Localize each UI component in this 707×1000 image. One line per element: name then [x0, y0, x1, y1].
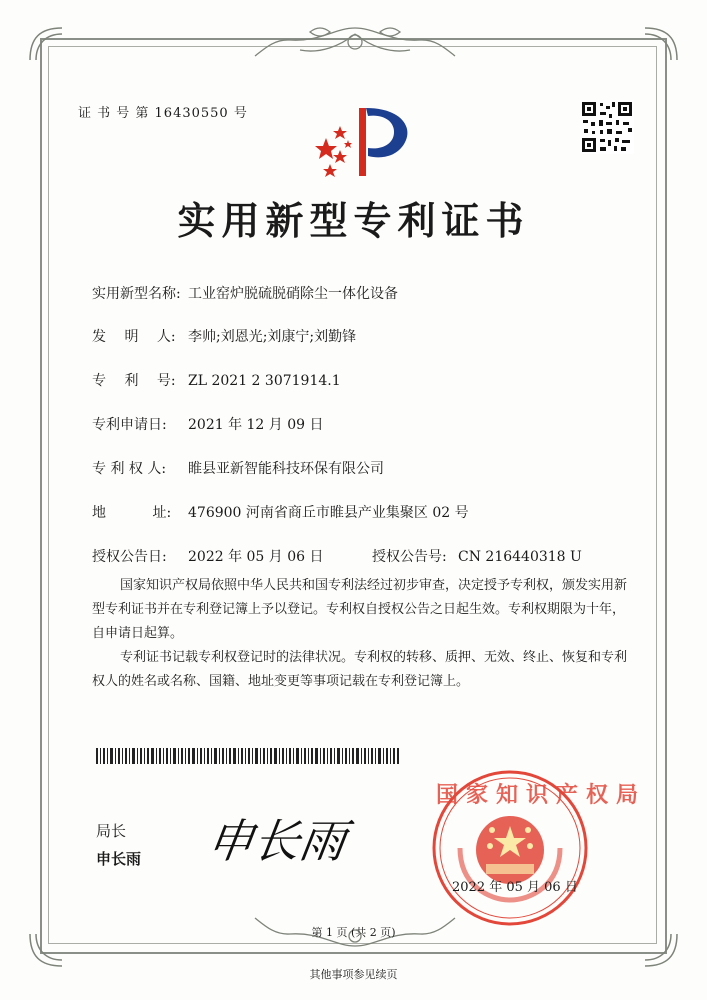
- director-title: 局长: [96, 822, 127, 840]
- field-patent-number: [92, 370, 341, 390]
- qr-code-icon: [580, 100, 634, 154]
- field-value: ZL 2021 2 3071914.1: [188, 373, 341, 389]
- corner-ornament-icon: [26, 24, 66, 64]
- handwritten-signature: 申长雨: [203, 814, 350, 868]
- footer-note: 其他事项参见续页: [309, 968, 398, 981]
- certificate-number: 证 书 号 第 16430550 号: [78, 106, 248, 121]
- field-label: 授权公告日:: [92, 549, 167, 565]
- field-inventors: [92, 326, 356, 346]
- director-name: 申长雨: [96, 850, 142, 868]
- field-label: 专 利 权 人:: [92, 461, 167, 477]
- field-address: [92, 502, 469, 522]
- field-patentee: [92, 458, 384, 478]
- field-label: 专利申请日:: [92, 417, 167, 433]
- field-label: 实用新型名称:: [92, 286, 181, 302]
- legal-paragraph: 国家知识产权局依照中华人民共和国专利法经过初步审查，决定授予专利权，颁发实用新型专利证书并在专利登记簿上予以登记。专利权自授权公告之日起生效。专利权期限为十年，自申请日起算。: [92, 578, 628, 641]
- field-label: 专 利 号:: [92, 373, 176, 389]
- seal-text: 国家知识产权局: [436, 783, 647, 808]
- field-value: 睢县亚新智能科技环保有限公司: [188, 461, 384, 477]
- field-value: CN 216440318 U: [458, 549, 582, 565]
- field-announcement-number: [372, 546, 582, 566]
- field-value: 2021 年 12 月 09 日: [188, 417, 324, 433]
- top-ornament-icon: [250, 20, 460, 70]
- page-info: 第 1 页 (共 2 页): [311, 926, 396, 939]
- field-application-date: [92, 414, 324, 434]
- field-label: 授权公告号:: [372, 549, 447, 565]
- field-value: 2022 年 05 月 06 日: [188, 549, 324, 565]
- field-value: 476900 河南省商丘市睢县产业集聚区 02 号: [188, 505, 469, 521]
- field-grant-date: [92, 546, 324, 566]
- barcode-icon: [96, 748, 400, 764]
- field-label: 发 明 人:: [92, 329, 176, 345]
- corner-ornament-icon: [641, 24, 681, 64]
- legal-paragraph: 专利证书记载专利权登记时的法律状况。专利权的转移、质押、无效、终止、恢复和专利权人的姓名或名称、国籍、地址变更等事项记载在专利登记簿上。: [92, 650, 628, 689]
- field-utility-model-name: [92, 283, 398, 303]
- seal-date: 2022 年 05 月 06 日: [452, 880, 578, 895]
- page-title: 实用新型专利证书: [177, 199, 530, 243]
- field-label: 地 址:: [92, 505, 172, 521]
- patent-logo-icon: [304, 100, 414, 180]
- field-value: 李帅;刘恩光;刘康宁;刘勤锋: [188, 329, 357, 345]
- field-value: 工业窑炉脱硫脱硝除尘一体化设备: [188, 286, 398, 302]
